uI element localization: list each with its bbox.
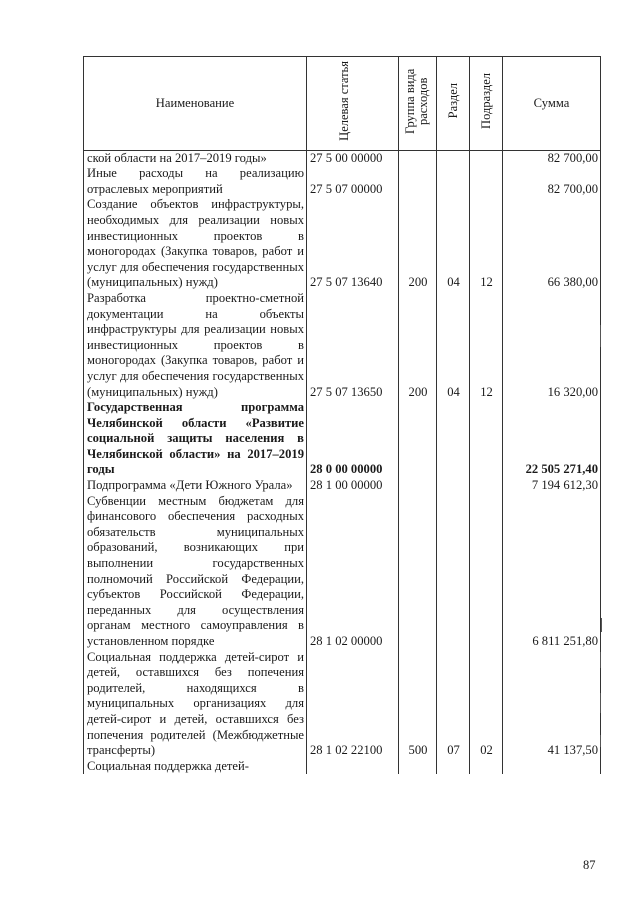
scan-mark <box>601 618 602 632</box>
row-amount: 7 194 612,30 <box>503 478 601 494</box>
row-group: 200 <box>399 291 437 400</box>
row-amount: 82 700,00 <box>503 166 601 197</box>
row-group <box>399 400 437 478</box>
row-section <box>437 478 470 494</box>
row-subsection <box>470 478 503 494</box>
row-subsection <box>470 494 503 650</box>
scan-mark <box>600 652 601 668</box>
row-code: 27 5 07 13640 <box>307 197 399 291</box>
row-amount: 16 320,00 <box>503 291 601 400</box>
row-subsection <box>470 759 503 775</box>
row-code: 27 5 07 13650 <box>307 291 399 400</box>
row-name: Социальная поддержка детей- <box>84 759 307 775</box>
row-group <box>399 166 437 197</box>
table-row <box>84 197 601 291</box>
table-row <box>84 291 601 400</box>
header-name: Наименование <box>84 57 307 151</box>
table-row <box>84 494 601 650</box>
row-name: Разработка проектно-сметной документации на объекты инфраструктуры для реализации новых инвестиционных проектов в моногородах (Закупка товаров, работ и услуг для обеспечения государственных (муниципальных) нужд) <box>84 291 307 400</box>
table-row <box>84 650 601 759</box>
row-name: Создание объектов инфраструктуры, необходимых для реализации новых инвестиционных проектов в моногородах (Закупка товаров, работ и услуг для обеспечения государственных (муниципальных) нужд) <box>84 197 307 291</box>
row-group <box>399 150 437 166</box>
row-subsection <box>470 400 503 478</box>
row-subsection <box>470 150 503 166</box>
page-number: 87 <box>583 858 596 872</box>
row-subsection <box>470 166 503 197</box>
row-amount: 82 700,00 <box>503 150 601 166</box>
row-section: 04 <box>437 291 470 400</box>
row-section <box>437 150 470 166</box>
scan-mark <box>600 325 601 347</box>
row-code: 27 5 00 00000 <box>307 150 399 166</box>
header-amount: Сумма <box>503 57 601 151</box>
table-row <box>84 400 601 478</box>
row-name: ской области на 2017–2019 годы» <box>84 150 307 166</box>
row-code <box>307 759 399 775</box>
row-subsection: 02 <box>470 650 503 759</box>
table-row <box>84 759 601 775</box>
scan-mark <box>600 693 601 713</box>
row-group <box>399 494 437 650</box>
header-target-article: Целевая статья <box>307 57 399 151</box>
row-group <box>399 759 437 775</box>
row-section <box>437 166 470 197</box>
row-amount: 41 137,50 <box>503 650 601 759</box>
table-header-row <box>84 57 601 151</box>
row-subsection: 12 <box>470 197 503 291</box>
row-section <box>437 494 470 650</box>
row-section <box>437 759 470 775</box>
header-expense-group: Группа вида расходов <box>399 57 437 151</box>
header-subsection: Подраздел <box>470 57 503 151</box>
row-amount: 22 505 271,40 <box>503 400 601 478</box>
table-row <box>84 478 601 494</box>
row-section: 07 <box>437 650 470 759</box>
row-section: 04 <box>437 197 470 291</box>
row-group <box>399 478 437 494</box>
table-row <box>84 166 601 197</box>
row-name: Иные расходы на реализацию отраслевых мероприятий <box>84 166 307 197</box>
scan-mark <box>600 735 601 747</box>
row-amount: 6 811 251,80 <box>503 494 601 650</box>
row-code: 28 0 00 00000 <box>307 400 399 478</box>
table-row <box>84 150 601 166</box>
row-name: Социальная поддержка детей-сирот и детей, оставшихся без попечения родителей, находящихся в муниципальных организациях для детей-сирот и детей, оставшихся без попечения родителей (Межбюджетные трансферты) <box>84 650 307 759</box>
budget-table <box>83 56 601 774</box>
row-name: Государственная программа Челябинской области «Развитие социальной защиты населения в Челябинской области» на 2017–2019 годы <box>84 400 307 478</box>
row-code: 28 1 00 00000 <box>307 478 399 494</box>
row-name: Подпрограмма «Дети Южного Урала» <box>84 478 307 494</box>
row-section <box>437 400 470 478</box>
row-name: Субвенции местным бюджетам для финансового обеспечения расходных обязательств муниципальных образований, возникающих при выполнении государственных полномочий Российской Федерации, субъектов Российской Федерации, переданных для осуществления органам местного самоуправления в установленном порядке <box>84 494 307 650</box>
row-code: 27 5 07 00000 <box>307 166 399 197</box>
row-group: 200 <box>399 197 437 291</box>
row-amount <box>503 759 601 775</box>
header-section: Раздел <box>437 57 470 151</box>
row-subsection: 12 <box>470 291 503 400</box>
row-code: 28 1 02 22100 <box>307 650 399 759</box>
row-code: 28 1 02 00000 <box>307 494 399 650</box>
row-group: 500 <box>399 650 437 759</box>
row-amount: 66 380,00 <box>503 197 601 291</box>
